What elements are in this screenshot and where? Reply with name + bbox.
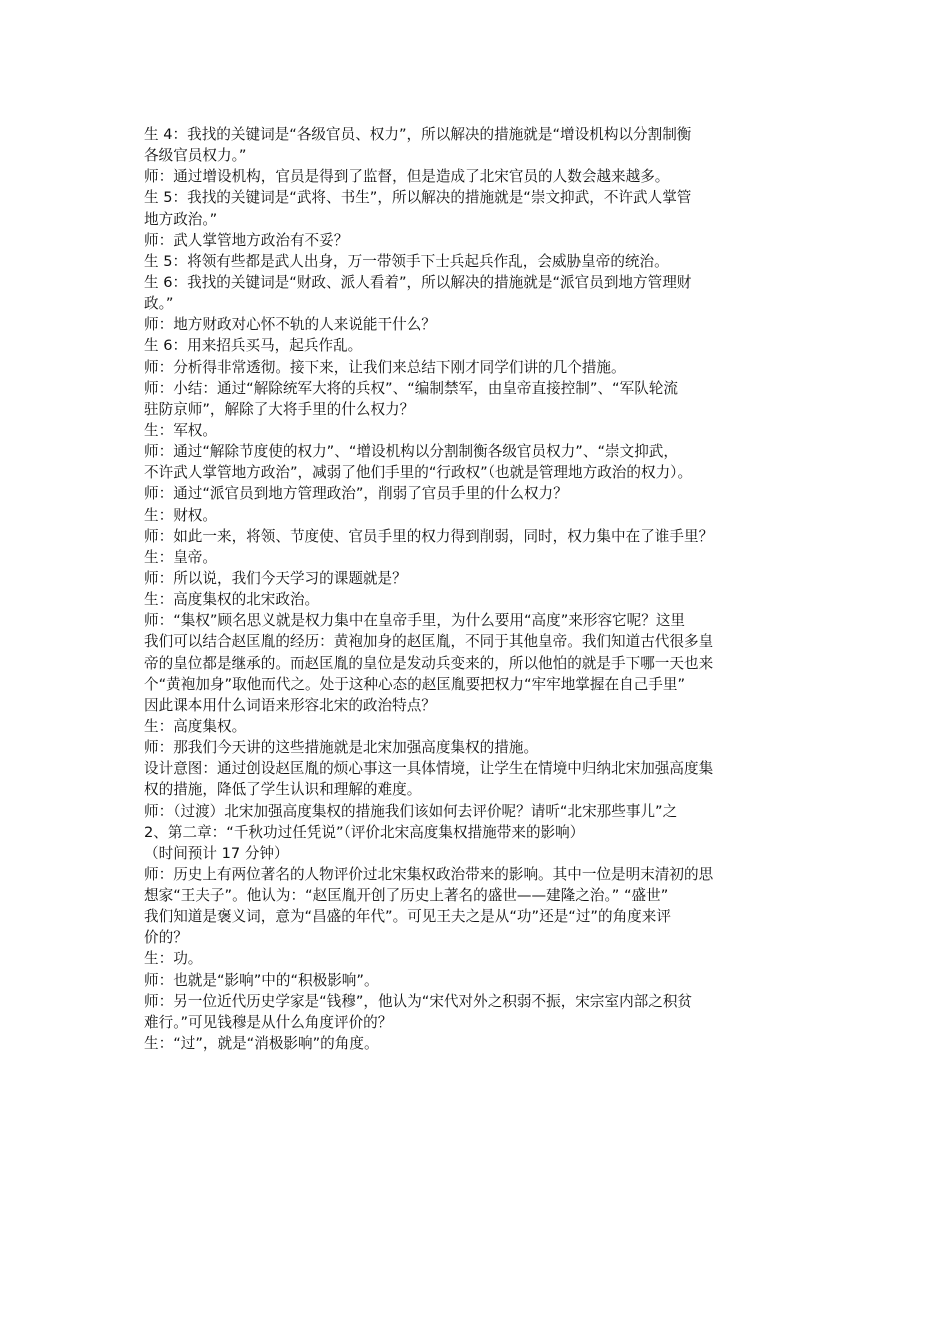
text-line: 生 5：将领有些都是武人出身，万一带领手下士兵起兵作乱，会威胁皇帝的统治。 bbox=[144, 252, 669, 270]
text-line: 政。” bbox=[144, 295, 174, 313]
text-line: 2、第二章：“千秋功过任凭说”（评价北宋高度集权措施带来的影响） bbox=[144, 823, 585, 841]
text-line: 生：军权。 bbox=[144, 421, 217, 439]
text-line: （时间预计 17 分钟） bbox=[144, 844, 289, 862]
text-line: 生 6：用来招兵买马，起兵作乱。 bbox=[144, 337, 363, 355]
text-line: 不许武人掌管地方政治”，减弱了他们手里的“行政权”（也就是管理地方政治的权力）。 bbox=[144, 464, 693, 482]
text-line: 师：地方财政对心怀不轨的人来说能干什么？ bbox=[144, 316, 436, 334]
text-line: 权的措施，降低了学生认识和理解的难度。 bbox=[144, 781, 422, 799]
text-line: 师：通过增设机构，官员是得到了监督，但是造成了北宋官员的人数会越来越多。 bbox=[144, 168, 670, 186]
text-line: 生：高度集权的北宋政治。 bbox=[144, 591, 320, 609]
document-body bbox=[144, 124, 812, 1054]
text-line: 师：“集权”顾名思义就是权力集中在皇帝手里，为什么要用“高度”来形容它呢？这里 bbox=[144, 612, 686, 630]
text-line: 各级官员权力。” bbox=[144, 147, 247, 165]
text-line: 生 4：我找的关键词是“各级官员、权力”，所以解决的措施就是“增设机构以分割制衡 bbox=[144, 126, 692, 143]
text-line: 师：通过“解除节度使的权力”、“增设机构以分割制衡各级官员权力”、“崇文抑武， bbox=[144, 443, 678, 461]
text-line: 师：分析得非常透彻。接下来，让我们来总结下刚才同学们讲的几个措施。 bbox=[144, 358, 626, 376]
text-line: 生：“过”，就是“消极影响”的角度。 bbox=[144, 1035, 379, 1053]
text-line: 师：武人掌管地方政治有不妥？ bbox=[144, 231, 349, 249]
text-line: 师：那我们今天讲的这些措施就是北宋加强高度集权的措施。 bbox=[144, 739, 539, 757]
text-line: 个“黄袍加身”取他而代之。处于这种心态的赵匡胤要把权力“牢牢地掌握在自己手里” bbox=[144, 675, 686, 693]
text-line: 师：（过渡）北宋加强高度集权的措施我们该如何去评价呢？请听“北宋那些事儿”之 bbox=[144, 802, 678, 820]
text-line: 师：如此一来，将领、节度使、官员手里的权力得到削弱，同时，权力集中在了谁手里？ bbox=[144, 527, 714, 545]
text-line: 师：通过“派官员到地方管理政治”，削弱了官员手里的什么权力？ bbox=[144, 485, 568, 503]
text-line: 我们知道是褒义词，意为“昌盛的年代”。可见王夫之是从“功”还是“过”的角度来评 bbox=[144, 908, 671, 926]
text-line: 帝的皇位都是继承的。而赵匡胤的皇位是发动兵变来的，所以他怕的就是手下哪一天也来 bbox=[144, 654, 714, 672]
text-line: 价的？ bbox=[144, 929, 188, 947]
text-line: 师：历史上有两位著名的人物评价过北宋集权政治带来的影响。其中一位是明末清初的思 bbox=[144, 865, 714, 883]
text-line: 生：功。 bbox=[144, 950, 203, 968]
text-line: 生：财权。 bbox=[144, 506, 217, 524]
text-line: 驻防京师”，解除了大将手里的什么权力？ bbox=[144, 400, 415, 418]
text-line: 难行。”可见钱穆是从什么角度评价的？ bbox=[144, 1013, 393, 1031]
text-line: 师：也就是“影响”中的“积极影响”。 bbox=[144, 971, 379, 989]
text-line: 地方政治。” bbox=[144, 210, 218, 228]
text-line: 生 6：我找的关键词是“财政、派人看着”，所以解决的措施就是“派官员到地方管理财 bbox=[144, 273, 692, 291]
text-line: 生：高度集权。 bbox=[144, 717, 247, 735]
text-line: 因此课本用什么词语来形容北宋的政治特点？ bbox=[144, 696, 436, 714]
text-line: 师：另一位近代历史学家是“钱穆”，他认为“宋代对外之积弱不振，宋宗室内部之积贫 bbox=[144, 992, 693, 1010]
text-line: 设计意图：通过创设赵匡胤的烦心事这一具体情境，让学生在情境中归纳北宋加强高度集 bbox=[144, 760, 714, 778]
text-line: 我们可以结合赵匡胤的经历：黄袍加身的赵匡胤，不同于其他皇帝。我们知道古代很多皇 bbox=[144, 633, 714, 651]
text-line: 想家“王夫子”。他认为：“赵匡胤开创了历史上著名的盛世——建隆之治。” “盛世” bbox=[144, 887, 669, 905]
text-line: 师：小结：通过“解除统军大将的兵权”、“编制禁军，由皇帝直接控制”、“军队轮流 bbox=[144, 379, 678, 397]
text-line: 师：所以说，我们今天学习的课题就是？ bbox=[144, 569, 407, 587]
text-line: 生 5：我找的关键词是“武将、书生”，所以解决的措施就是“崇文抑武，不许武人掌管 bbox=[144, 189, 692, 207]
text-line: 生：皇帝。 bbox=[144, 548, 217, 566]
